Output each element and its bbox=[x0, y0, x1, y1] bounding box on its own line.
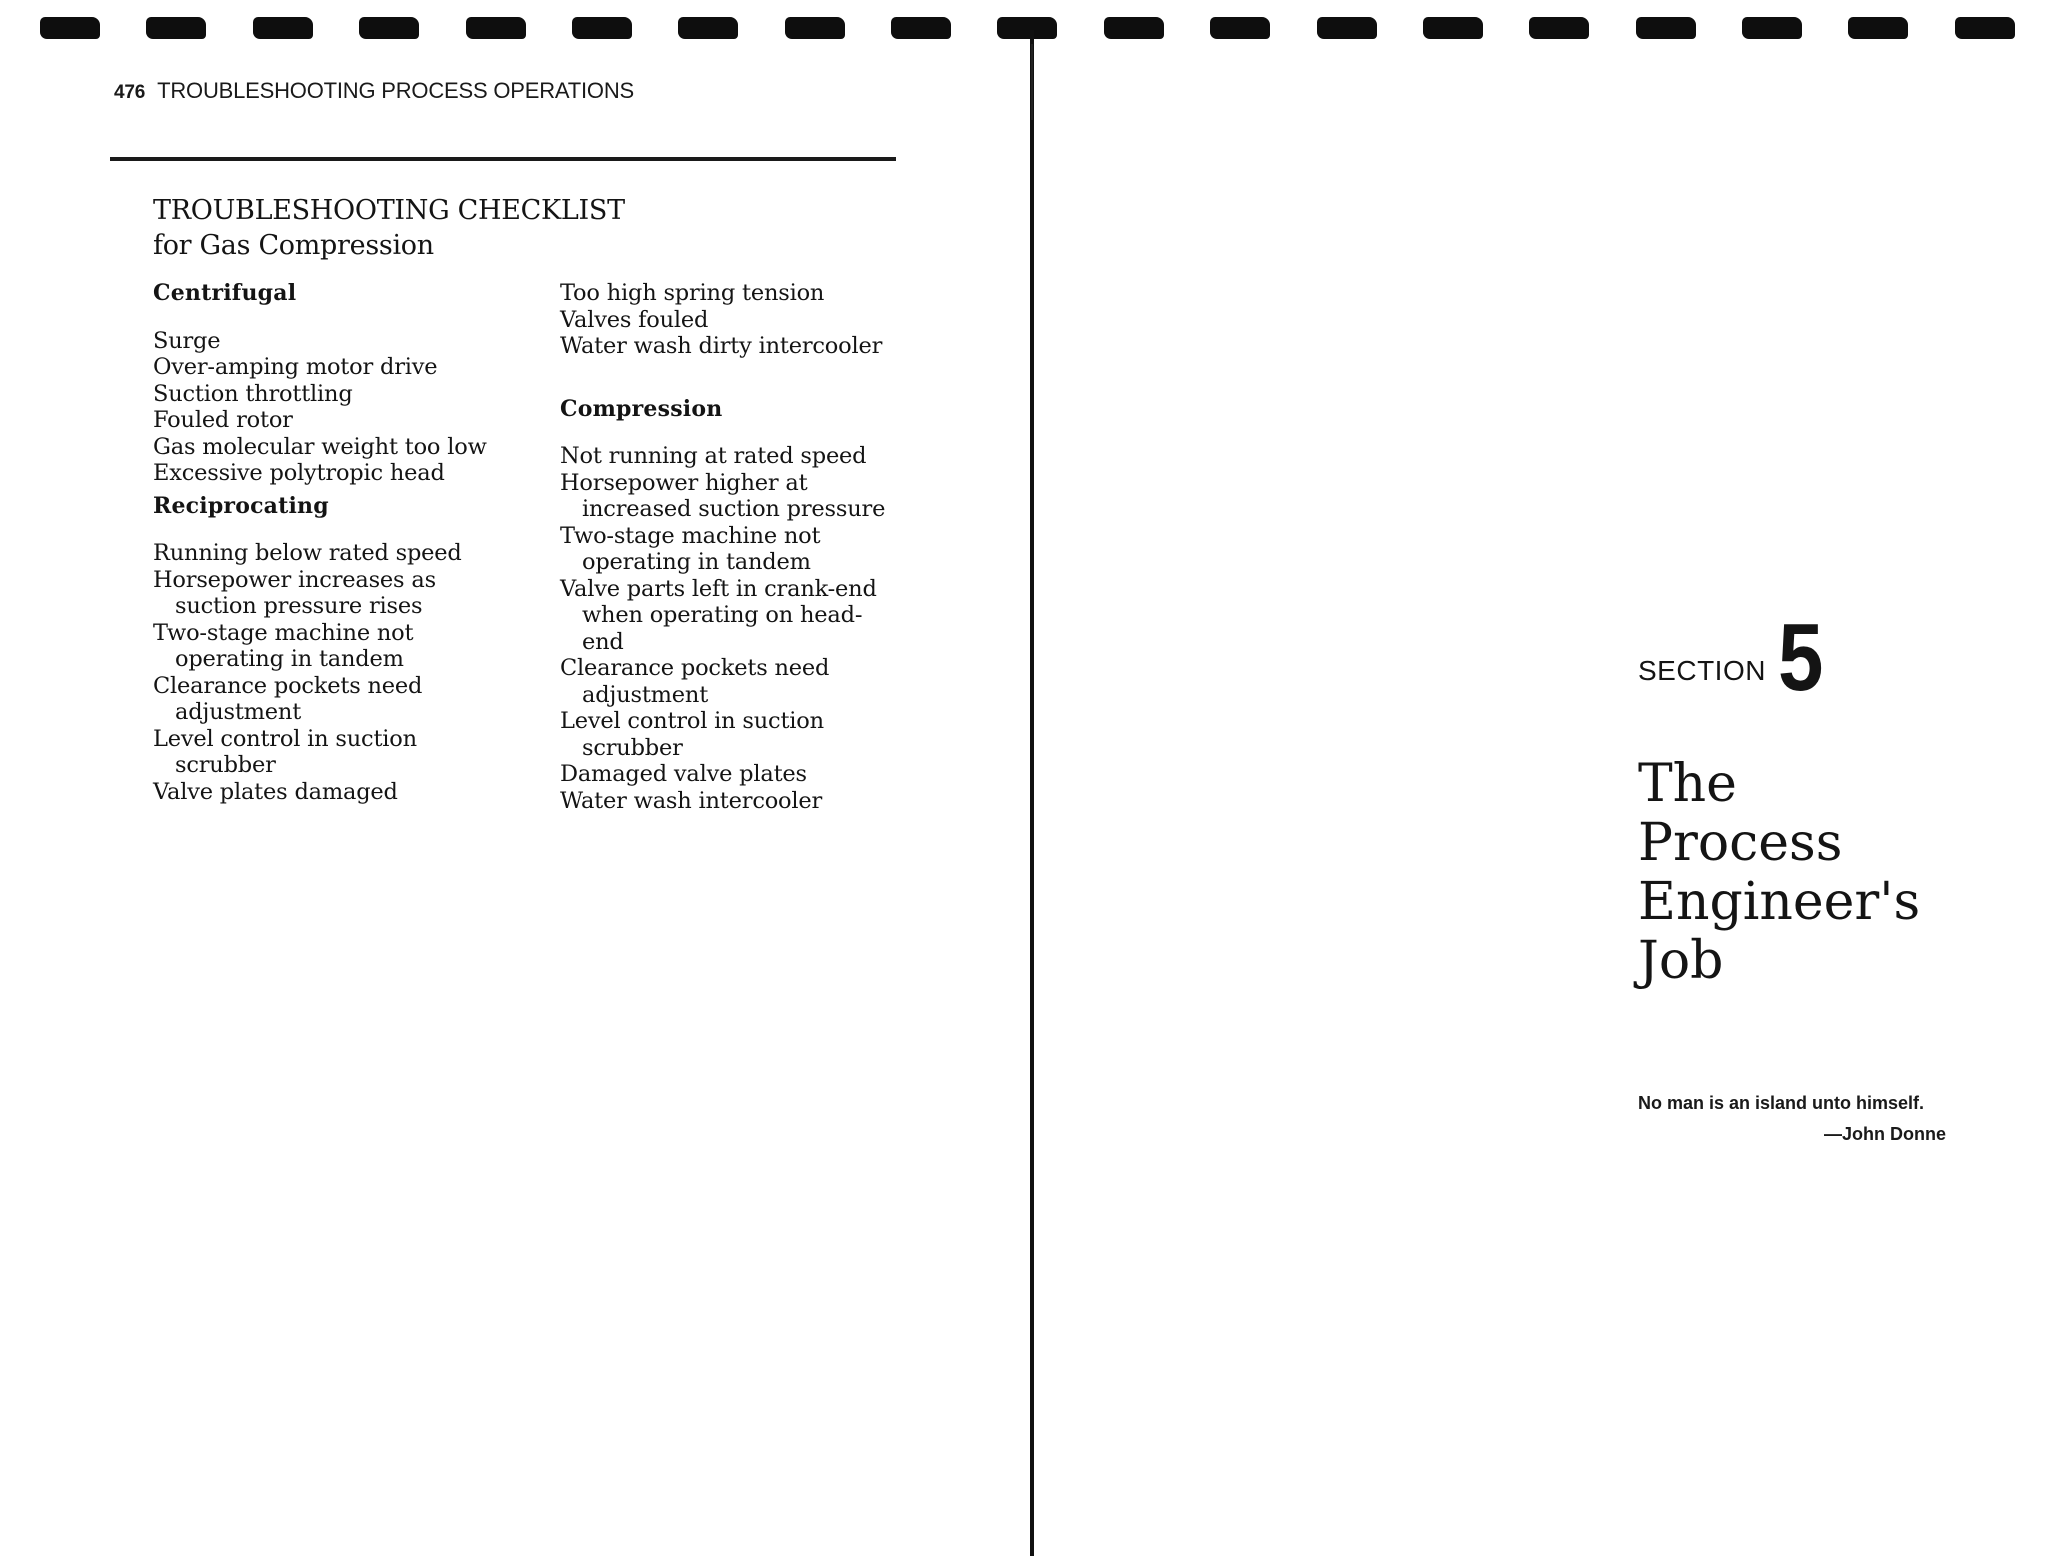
chapter-title bbox=[1638, 755, 1998, 991]
list-item: Clearance pockets need adjustment bbox=[560, 655, 830, 708]
list-item: Level control in suction scrubber bbox=[560, 708, 824, 761]
list-item: Two-stage machine not operating in tandem bbox=[153, 619, 414, 672]
reciprocating-list bbox=[153, 540, 462, 805]
binding-mark bbox=[1848, 17, 1908, 39]
page-number: 476 bbox=[114, 82, 146, 103]
section-heading-compression: Compression bbox=[560, 395, 723, 422]
list-item: Over-amping motor drive bbox=[153, 354, 438, 380]
binding-mark bbox=[1104, 17, 1164, 39]
list-item: Water wash intercooler bbox=[560, 787, 823, 814]
binding-mark bbox=[785, 17, 845, 39]
binding-mark bbox=[359, 17, 419, 39]
list-item: Horsepower increases as suction pressure rises bbox=[153, 566, 436, 619]
list-item: Water wash dirty intercooler bbox=[560, 333, 883, 359]
binding-mark bbox=[40, 17, 100, 39]
section-word: SECTION bbox=[1638, 655, 1766, 686]
binding-marks bbox=[40, 14, 2015, 42]
list-item: Two-stage machine not operating in tandem bbox=[560, 522, 821, 575]
section-heading-centrifugal: Centrifugal bbox=[153, 280, 297, 306]
checklist-title bbox=[153, 193, 625, 263]
spine-tick bbox=[1031, 44, 1033, 120]
binding-mark bbox=[891, 17, 951, 39]
section-heading-reciprocating: Reciprocating bbox=[153, 492, 329, 519]
list-item: Suction throttling bbox=[153, 380, 353, 407]
binding-mark bbox=[1210, 17, 1270, 39]
binding-mark bbox=[253, 17, 313, 39]
epigraph bbox=[1638, 1088, 1946, 1150]
binding-mark bbox=[678, 17, 738, 39]
list-item: Excessive polytropic head bbox=[153, 460, 445, 486]
running-head bbox=[114, 78, 634, 104]
chapter-title-line: Engineer's bbox=[1638, 872, 1921, 932]
binding-mark bbox=[1529, 17, 1589, 39]
list-item: Too high spring tension bbox=[560, 280, 825, 306]
chapter-title-line: The bbox=[1638, 754, 1737, 814]
list-item: Horsepower higher at increased suction pressure bbox=[560, 469, 886, 522]
binding-mark bbox=[1317, 17, 1377, 39]
compression-list bbox=[560, 443, 890, 814]
chapter-title-line: Process bbox=[1638, 813, 1843, 873]
binding-mark bbox=[1955, 17, 2015, 39]
binding-mark bbox=[997, 17, 1057, 39]
centrifugal-list bbox=[153, 328, 533, 487]
page-spine bbox=[1030, 30, 1034, 1556]
list-item: Surge bbox=[153, 327, 221, 354]
list-item: Level control in suction scrubber bbox=[153, 725, 417, 778]
checklist-title-line1: TROUBLESHOOTING CHECKLIST bbox=[153, 195, 625, 226]
section-number: 5 bbox=[1777, 604, 1824, 711]
binding-mark bbox=[1742, 17, 1802, 39]
binding-mark bbox=[466, 17, 526, 39]
list-item: Clearance pockets need adjustment bbox=[153, 672, 423, 725]
binding-mark bbox=[1636, 17, 1696, 39]
binding-mark bbox=[146, 17, 206, 39]
list-item: Fouled rotor bbox=[153, 407, 293, 433]
chapter-title-line: Job bbox=[1638, 931, 1724, 991]
checklist-column-right bbox=[560, 280, 940, 814]
epigraph-quote: No man is an island unto himself. bbox=[1638, 1093, 1925, 1113]
reciprocating-list-continued bbox=[560, 280, 940, 360]
header-rule bbox=[110, 157, 896, 161]
list-item: Valve plates damaged bbox=[153, 778, 398, 805]
section-label bbox=[1638, 604, 1831, 711]
list-item: Valve parts left in crank-end when operating on head-end bbox=[560, 575, 877, 655]
list-item: Gas molecular weight too low bbox=[153, 433, 487, 460]
checklist-title-line2: for Gas Compression bbox=[153, 230, 434, 261]
list-item: Not running at rated speed bbox=[560, 443, 867, 469]
list-item: Damaged valve plates bbox=[560, 761, 807, 787]
binding-mark bbox=[572, 17, 632, 39]
epigraph-author: —John Donne bbox=[1824, 1124, 1946, 1144]
binding-mark bbox=[1423, 17, 1483, 39]
list-item: Running below rated speed bbox=[153, 540, 462, 566]
checklist-column-left bbox=[153, 280, 533, 805]
list-item: Valves fouled bbox=[560, 306, 709, 333]
running-head-title: TROUBLESHOOTING PROCESS OPERATIONS bbox=[157, 78, 634, 103]
